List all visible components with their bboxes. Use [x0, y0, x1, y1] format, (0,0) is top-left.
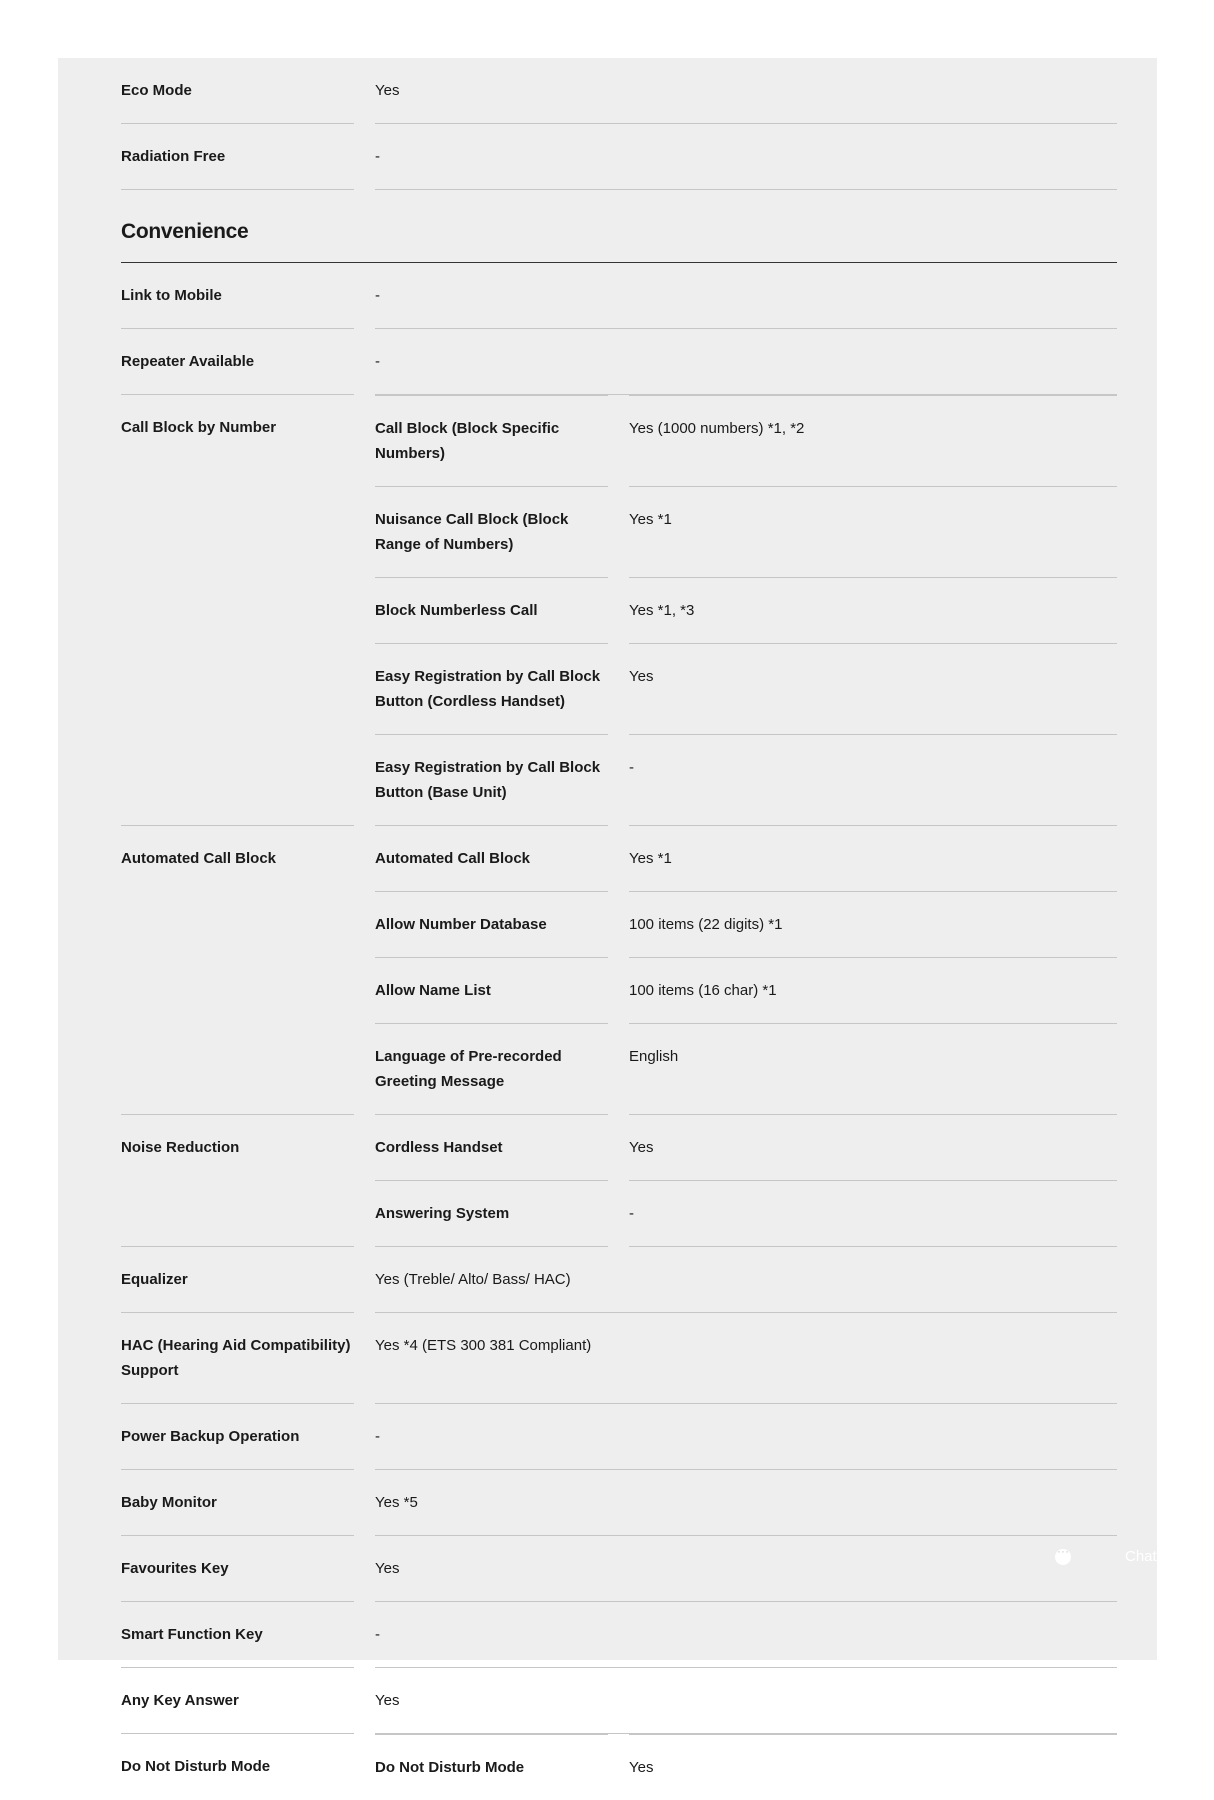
spec-value: Yes (Treble/ Alto/ Bass/ HAC)	[375, 1247, 1117, 1313]
spec-row	[121, 644, 1117, 735]
spec-label: Link to Mobile	[121, 263, 354, 329]
spec-panel	[58, 58, 1157, 1776]
spec-row	[121, 735, 1117, 826]
spec-value: Yes *4 (ETS 300 381 Compliant)	[375, 1313, 1117, 1404]
spec-row	[121, 578, 1117, 644]
spec-value: 100 items (16 char) *1	[629, 958, 1117, 1024]
spec-row	[121, 1602, 1117, 1668]
spec-row	[121, 1668, 1117, 1734]
spec-row	[121, 487, 1117, 578]
spec-label: Automated Call Block	[121, 850, 277, 867]
spec-sublabel: Allow Name List	[375, 958, 608, 1024]
spec-sublabel: Answering System	[375, 1181, 608, 1247]
spec-label-spacer	[121, 735, 354, 826]
spec-row	[121, 1404, 1117, 1470]
spec-sublabel: Call Block (Block Specific Numbers)	[375, 395, 608, 487]
spec-row	[121, 1313, 1117, 1404]
spec-value: Yes	[629, 1115, 1117, 1181]
spec-value: -	[375, 1602, 1117, 1668]
spec-row	[121, 1024, 1117, 1115]
spec-label: Baby Monitor	[121, 1470, 354, 1536]
spec-row	[121, 58, 1117, 124]
spec-sublabel: Easy Registration by Call Block Button (Cordless Handset)	[375, 644, 608, 735]
spec-label-spacer	[121, 1024, 354, 1115]
chat-widget[interactable]	[1055, 1548, 1157, 1565]
spec-row	[121, 1734, 1117, 1800]
spec-label: Radiation Free	[121, 124, 354, 190]
spec-sublabel: Cordless Handset	[375, 1115, 608, 1181]
spec-table	[121, 58, 1117, 1800]
spec-label: Call Block by Number	[121, 419, 277, 436]
spec-sublabel: Nuisance Call Block (Block Range of Numbers)	[375, 487, 608, 578]
spec-value: Yes *1, *3	[629, 578, 1117, 644]
spec-label: Equalizer	[121, 1247, 354, 1313]
spec-label-spacer	[121, 958, 354, 1024]
spec-label-spacer	[121, 578, 354, 644]
spec-label-spacer	[121, 487, 354, 578]
spec-value: Yes	[375, 1536, 1117, 1602]
spec-value: 100 items (22 digits) *1	[629, 892, 1117, 958]
spec-value: Yes *5	[375, 1470, 1117, 1536]
spec-sublabel: Block Numberless Call	[375, 578, 608, 644]
spec-label-spacer	[121, 1181, 354, 1247]
spec-label: Smart Function Key	[121, 1602, 354, 1668]
spec-value: Yes *1	[629, 826, 1117, 892]
spec-label: Noise Reduction	[121, 1139, 240, 1156]
spec-sublabel: Easy Registration by Call Block Button (Base Unit)	[375, 735, 608, 826]
spec-value: Yes	[629, 644, 1117, 735]
spec-value: English	[629, 1024, 1117, 1115]
spec-value: Yes (1000 numbers) *1, *2	[629, 395, 1117, 487]
section-title: Convenience	[121, 190, 1117, 263]
spec-value: -	[375, 1404, 1117, 1470]
spec-value: Yes	[375, 58, 1117, 124]
spec-sublabel: Allow Number Database	[375, 892, 608, 958]
spec-row	[121, 124, 1117, 190]
spec-value: Yes *1	[629, 487, 1117, 578]
spec-value: -	[629, 1181, 1117, 1247]
spec-row	[121, 1470, 1117, 1536]
spec-label-spacer	[121, 644, 354, 735]
spec-label: Repeater Available	[121, 329, 354, 395]
chat-label[interactable]: Chat	[1125, 1548, 1157, 1565]
spec-label-spacer	[121, 892, 354, 958]
spec-row	[121, 958, 1117, 1024]
spec-sublabel: Language of Pre-recorded Greeting Message	[375, 1024, 608, 1115]
spec-value: -	[375, 263, 1117, 329]
spec-row	[121, 329, 1117, 395]
spec-row	[121, 1536, 1117, 1602]
spec-row	[121, 1115, 1117, 1181]
spec-value: -	[375, 124, 1117, 190]
spec-value: -	[375, 329, 1117, 395]
spec-row	[121, 395, 1117, 487]
spec-row	[121, 892, 1117, 958]
spec-label: Favourites Key	[121, 1536, 354, 1602]
spec-row	[121, 1247, 1117, 1313]
spec-label: Any Key Answer	[121, 1668, 354, 1734]
spec-label: Power Backup Operation	[121, 1404, 354, 1470]
spec-value: Yes	[375, 1668, 1117, 1734]
spec-row	[121, 826, 1117, 892]
chat-bubble-icon[interactable]	[1055, 1549, 1071, 1565]
spec-row	[121, 1181, 1117, 1247]
spec-sublabel: Do Not Disturb Mode	[375, 1734, 608, 1800]
spec-value: Yes	[629, 1734, 1117, 1800]
spec-label: HAC (Hearing Aid Compatibility) Support	[121, 1313, 354, 1404]
spec-label: Do Not Disturb Mode	[121, 1758, 271, 1775]
spec-label: Eco Mode	[121, 58, 354, 124]
spec-sublabel: Automated Call Block	[375, 826, 608, 892]
spec-value: -	[629, 735, 1117, 826]
spec-row	[121, 263, 1117, 329]
